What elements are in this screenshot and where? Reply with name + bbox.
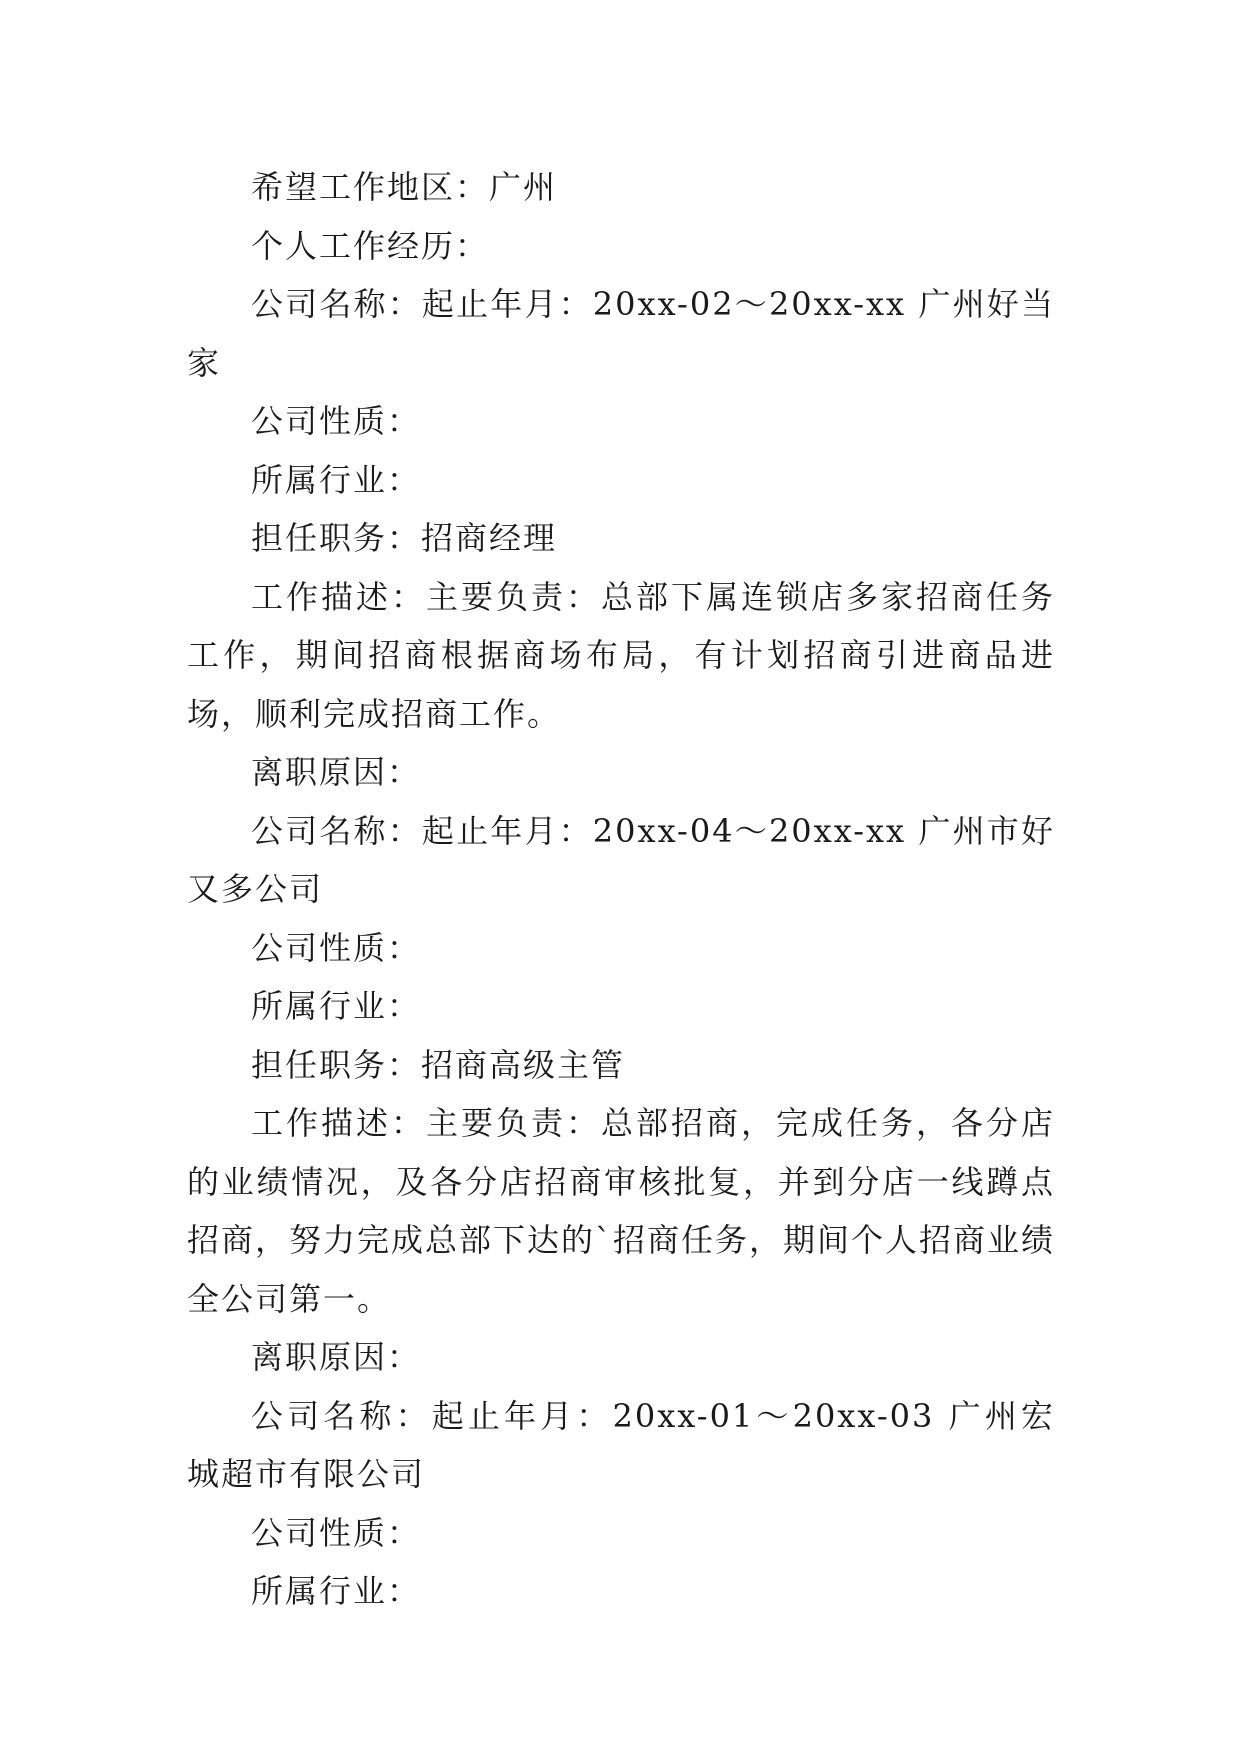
paragraph-company-1-description: 工作描述：主要负责：总部下属连锁店多家招商任务工作，期间招商根据商场布局，有计划招商引进商品进场，顺利完成招商工作。 bbox=[187, 577, 1055, 733]
paragraph-company-2-nature: 公司性质： bbox=[251, 928, 422, 967]
paragraph-company-2-name: 公司名称：起止年月：20xx-04～20xx-xx 广州市好又多公司 bbox=[187, 811, 1055, 908]
paragraph-company-1-nature: 公司性质： bbox=[251, 402, 422, 440]
paragraph-company-3-industry: 所属行业： bbox=[251, 1572, 422, 1610]
paragraph-company-2-industry: 所属行业： bbox=[251, 987, 422, 1025]
paragraph-desired-location: 希望工作地区：广州 bbox=[251, 168, 558, 206]
paragraph-company-1-position: 担任职务：招商经理 bbox=[251, 519, 558, 557]
paragraph-work-history-heading: 个人工作经历： bbox=[251, 226, 490, 265]
paragraph-company-1-leave-reason: 离职原因： bbox=[251, 753, 422, 791]
paragraph-company-2-description: 工作描述：主要负责：总部招商，完成任务，各分店的业绩情况，及各分店招商审核批复，并到分店一线蹲点招商，努力完成总部下达的`招商任务，期间个人招商业绩全公司第一。 bbox=[187, 1104, 1056, 1318]
document-body bbox=[187, 158, 1055, 1621]
paragraph-company-1-name: 公司名称：起止年月：20xx-02～20xx-xx 广州好当家 bbox=[187, 285, 1055, 382]
paragraph-company-1-industry: 所属行业： bbox=[251, 460, 422, 499]
paragraph-company-2-leave-reason: 离职原因： bbox=[251, 1338, 422, 1376]
paragraph-company-2-position: 担任职务：招商高级主管 bbox=[251, 1045, 626, 1084]
paragraph-company-3-nature: 公司性质： bbox=[251, 1513, 422, 1552]
paragraph-company-3-name: 公司名称：起止年月：20xx-01～20xx-03 广州宏城超市有限公司 bbox=[187, 1396, 1055, 1493]
